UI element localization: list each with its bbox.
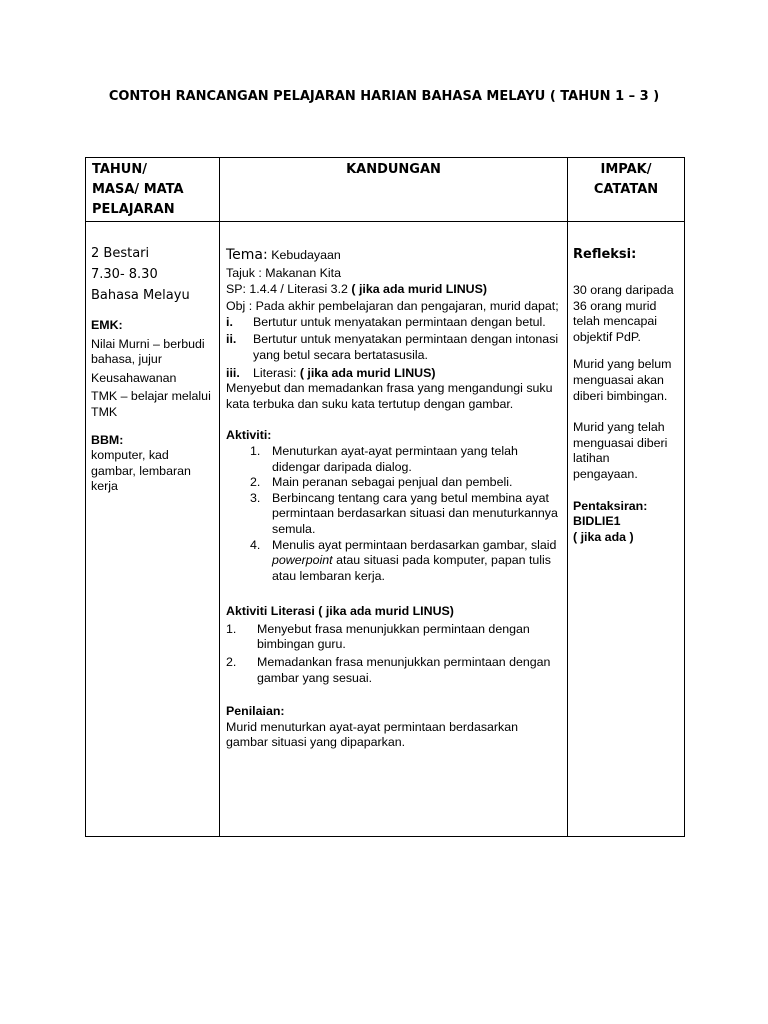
literasi-item [226,655,562,686]
tajuk-line: Tajuk : Makanan Kita [226,266,342,280]
aktiviti-item [226,491,562,538]
document-title: CONTOH RANCANGAN PELAJARAN HARIAN BAHASA MELAYU ( TAHUN 1 – 3 ) [108,89,660,104]
tema-value: Kebudayaan [271,248,341,262]
table-divider-2 [567,157,568,837]
emk-label: EMK: [91,318,123,332]
aktiviti-item [226,444,562,475]
sp-text: SP: 1.4.4 / Literasi 3.2 [226,281,348,296]
aktiviti-item-text: Menulis ayat permintaan berdasarkan gambar, slaid [272,537,557,552]
tema-label: Tema: [226,247,268,263]
table-border-left [85,157,86,837]
objective-item-text: Literasi: [253,365,297,380]
class-name: 2 Bestari [91,246,150,261]
header-line: PELAJARAN [92,202,175,217]
bbm-text: komputer, kad gambar, lembaran kerja [91,448,191,494]
aktiviti-label: Aktiviti: [226,428,272,443]
objective-item-text: Bertutur untuk menyatakan permintaan dengan intonasi yang betul secara bertatasusila. [253,332,559,362]
refleksi-label: Refleksi: [573,247,637,262]
aktiviti-item [226,538,562,585]
literasi-item-text: Menyebut frasa menunjukkan permintaan dengan bimbingan guru. [257,621,530,652]
header-impak-catatan [568,160,684,200]
objective-item-linus-note: ( jika ada murid LINUS) [299,365,436,380]
header-line: KANDUNGAN [346,162,441,177]
subject-name: Bahasa Melayu [91,288,190,303]
header-line: CATATAN [593,182,659,197]
aktiviti-item-text: Main peranan sebagai penjual dan pembeli. [272,475,513,490]
aktiviti-item-text: Berbincang tentang cara yang betul membina ayat permintaan berdasarkan situasi dan menuturkannya semula. [272,490,558,536]
column-impak-catatan [573,244,677,545]
lesson-time: 7.30- 8.30 [91,267,158,282]
objective-item-text: Bertutur untuk menyatakan permintaan dengan betul. [253,314,546,329]
objective-item [226,332,562,363]
column-kandungan [226,245,562,751]
refleksi-text-1: 30 orang daripada 36 orang murid telah mencapai objektif PdP. [573,283,674,344]
literasi-item [226,622,562,653]
bbm-label: BBM: [91,432,124,447]
aktiviti-item-text-end: atau situasi pada komputer, papan tulis atau lembaran kerja. [272,553,551,583]
tema-line [226,245,562,266]
emk-tmk: TMK – belajar melalui TMK [91,389,211,419]
refleksi-text-2: Murid yang belum menguasai akan diberi bimbingan. [573,357,672,403]
aktiviti-item-number: 1. [250,443,261,458]
objective-item-number: iii. [226,365,240,380]
literasi-item-number: 1. [226,621,237,636]
table-border-top [85,157,685,158]
literasi-item-text: Memadankan frasa menunjukkan permintaan dengan gambar yang sesuai. [257,655,551,685]
objective-item [226,366,562,382]
emk-nilai-murni: Nilai Murni – berbudi bahasa, jujur [91,336,205,367]
table-border-right [684,157,685,837]
aktiviti-item-italic: powerpoint [272,553,333,568]
pentaksiran-note: ( jika ada ) [573,529,634,544]
sp-linus-note: ( jika ada murid LINUS) [351,281,488,296]
sp-line [226,282,562,298]
aktiviti-item-text: Menuturkan ayat-ayat permintaan yang telah didengar daripada dialog. [272,443,518,474]
header-tahun-masa [92,160,217,220]
header-line: IMPAK/ [600,162,652,177]
aktiviti-item [226,475,562,491]
lesson-plan-table [85,157,685,837]
pentaksiran-code: BIDLIE1 [573,514,621,529]
objective-item-number: i. [226,314,233,329]
header-kandungan [220,160,567,180]
penilaian-text: Murid menuturkan ayat-ayat permintaan berdasarkan gambar situasi yang dipaparkan. [226,719,519,750]
emk-keusahawanan: Keusahawanan [91,370,177,385]
aktiviti-item-number: 3. [250,490,261,505]
pentaksiran-label: Pentaksiran: [573,498,648,513]
objective-item-number: ii. [226,332,237,347]
refleksi-text-3: Murid yang telah menguasai diberi latihan pengayaan. [573,420,668,481]
literasi-item-number: 2. [226,655,237,670]
objective-text: Obj : Pada akhir pembelajaran dan pengajaran, murid dapat; [226,299,559,314]
column-tahun-masa [91,243,213,495]
table-border-bottom [85,836,685,837]
table-border-header [85,221,685,222]
aktiviti-item-number: 2. [250,475,261,490]
table-divider-1 [219,157,220,837]
menyebut-text: Menyebut dan memadankan frasa yang mengandungi suku kata terbuka dan suku kata tertutup dengan gambar. [226,381,553,411]
literasi-label: Aktiviti Literasi ( jika ada murid LINUS) [226,604,454,619]
header-line: TAHUN/ [92,162,147,177]
header-line: MASA/ MATA [92,182,184,197]
penilaian-label: Penilaian: [226,704,285,719]
aktiviti-item-number: 4. [250,537,261,552]
objective-item [226,315,562,331]
